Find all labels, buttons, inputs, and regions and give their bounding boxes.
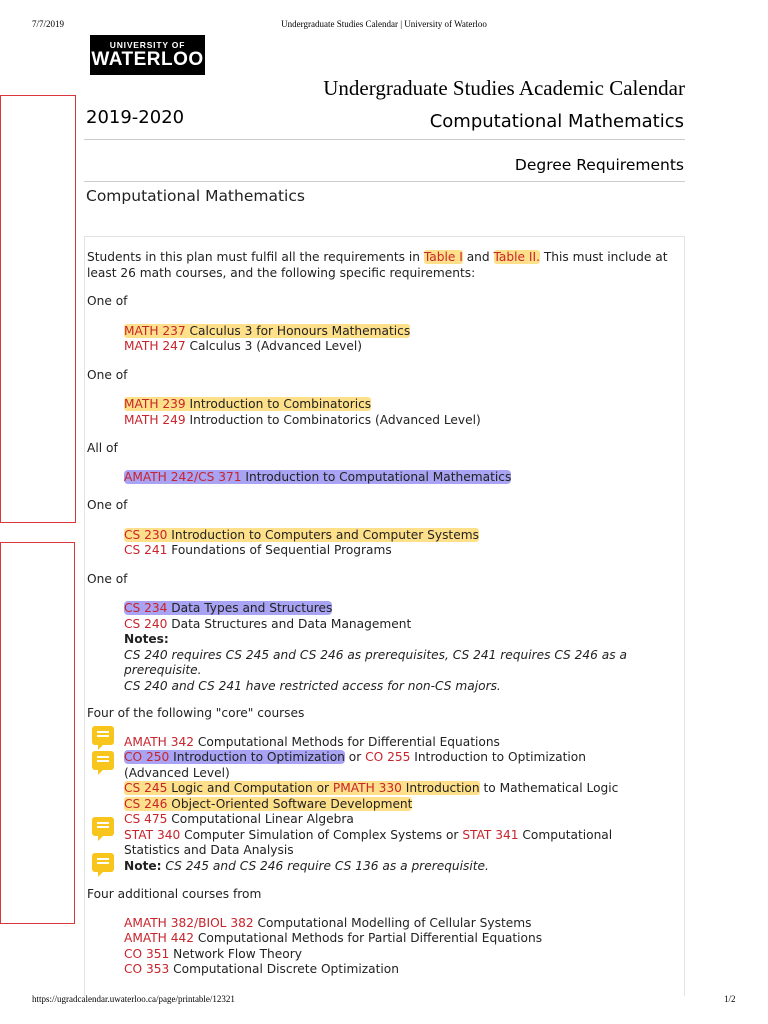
course-link[interactable]: CO 351 [124,946,170,961]
course-link[interactable]: MATH 249 [124,412,186,427]
course-link[interactable]: STAT 340 [124,827,181,842]
university-logo[interactable] [90,35,205,75]
list-item: MATH 249 Introduction to Combinatorics (Advanced Level) [124,412,481,427]
print-date: 7/7/2019 [32,19,65,29]
course-link[interactable]: CO 250 [124,750,170,764]
program-title: Computational Mathematics [429,111,684,132]
group-label: One of [87,498,128,512]
course-link[interactable]: CS 234 [124,601,168,615]
course-link[interactable]: CO 255 [365,750,411,764]
group-label: All of [87,441,118,455]
course-link[interactable]: BIOL 382 [198,915,254,930]
course-link[interactable]: AMATH 382 [124,915,194,930]
list-item: CO 250 Introduction to Optimization or CO 255 Introduction to Optimization (Advanced Level) [124,750,586,780]
course-link[interactable]: CS 230 [124,527,168,542]
annotation-box [0,542,75,924]
calendar-year: 2019-2020 [86,107,185,128]
note-text: CS 245 and CS 246 require CS 136 as a prerequisite. [165,858,489,873]
course-link[interactable]: CS 240 [124,616,168,631]
course-list [87,397,687,428]
note-text: CS 240 requires CS 245 and CS 246 as prerequisites, CS 241 requires CS 246 as a prerequisite. [124,647,627,677]
list-item: CO 353 Computational Discrete Optimization [124,962,399,976]
course-link[interactable]: CS 246 [124,796,168,811]
notes-label: Notes: [124,632,169,646]
table-link[interactable]: Table II. [493,250,540,264]
divider [84,139,685,140]
table-link[interactable]: Table I [423,250,463,264]
course-link[interactable]: AMATH 342 [124,734,194,749]
requirements-content [87,250,687,978]
course-link[interactable]: CS 475 [124,812,168,826]
course-list [87,470,687,486]
list-item: AMATH 342 Computational Methods for Differential Equations [124,734,500,749]
degree-requirements-heading: Degree Requirements [514,156,684,174]
course-link[interactable]: CS 371 [198,469,242,484]
list-item: CS 475 Computational Linear Algebra [124,812,354,826]
note-text: CS 240 and CS 241 have restricted access for non-CS majors. [124,678,501,693]
course-link[interactable]: STAT 341 [462,827,519,842]
list-item: CS 245 Logic and Computation or PMATH 330 Introduction to Mathematical Logic [124,781,619,795]
section-heading: Computational Mathematics [86,187,305,205]
list-item: AMATH 442 Computational Methods for Partial Differential Equations [124,931,543,945]
print-page-title: Undergraduate Studies Calendar | University of Waterloo [281,19,487,29]
course-link[interactable]: PMATH 330 [332,781,402,795]
print-url: https://ugradcalendar.uwaterloo.ca/page/printable/12321 [32,994,235,1004]
course-list [87,916,687,978]
group-label: One of [87,367,128,382]
logo-line1: UNIVERSITY OF [109,40,186,50]
group-label: One of [87,571,128,586]
course-list [87,735,687,875]
list-item: MATH 237 Calculus 3 for Honours Mathematics [124,323,411,338]
group-label: One of [87,294,128,308]
course-link[interactable]: MATH 247 [124,339,186,353]
print-footer [0,994,768,1008]
list-item: STAT 340 Computer Simulation of Complex Systems or STAT 341 Computational Statistics and Data Analysis [124,827,613,857]
course-list [87,528,687,559]
print-header [0,19,768,33]
course-list [87,601,687,694]
list-item: CS 241 Foundations of Sequential Programs [124,543,392,557]
list-item: CS 240 Data Structures and Data Management [124,616,412,631]
list-item: CS 234 Data Types and Structures [124,601,333,615]
annotation-box [0,95,76,523]
note-line [124,859,647,875]
course-link[interactable]: AMATH 242 [124,469,194,484]
logo-line2: WATERLOO [91,49,204,70]
list-item: MATH 247 Calculus 3 (Advanced Level) [124,339,363,353]
page-number: 1/2 [724,994,736,1004]
course-link[interactable]: AMATH 442 [124,931,194,945]
list-item: CS 230 Introduction to Computers and Computer Systems [124,527,479,542]
list-item: CO 351 Network Flow Theory [124,946,302,961]
course-link[interactable]: MATH 239 [124,397,186,411]
intro-paragraph: Students in this plan must fulfil all the requirements in Table I and Table II. This must include at least 26 math courses, and the following specific requirements: [87,250,668,280]
list-item: MATH 239 Introduction to Combinatorics [124,397,372,411]
list-item: CS 246 Object-Oriented Software Development [124,796,413,811]
note-label: Note: [124,858,162,873]
course-list [87,324,687,355]
course-link[interactable]: CS 245 [124,781,168,795]
calendar-title: Undergraduate Studies Academic Calendar [323,76,685,100]
group-label: Four of the following "core" courses [87,706,305,720]
list-item: AMATH 242/CS 371 Introduction to Computational Mathematics [124,469,512,484]
course-link[interactable]: MATH 237 [124,323,186,338]
list-item: AMATH 382/BIOL 382 Computational Modelling of Cellular Systems [124,915,532,930]
group-label: Four additional courses from [87,887,262,901]
divider [84,181,685,182]
course-link[interactable]: CO 353 [124,962,170,976]
course-link[interactable]: CS 241 [124,543,168,557]
